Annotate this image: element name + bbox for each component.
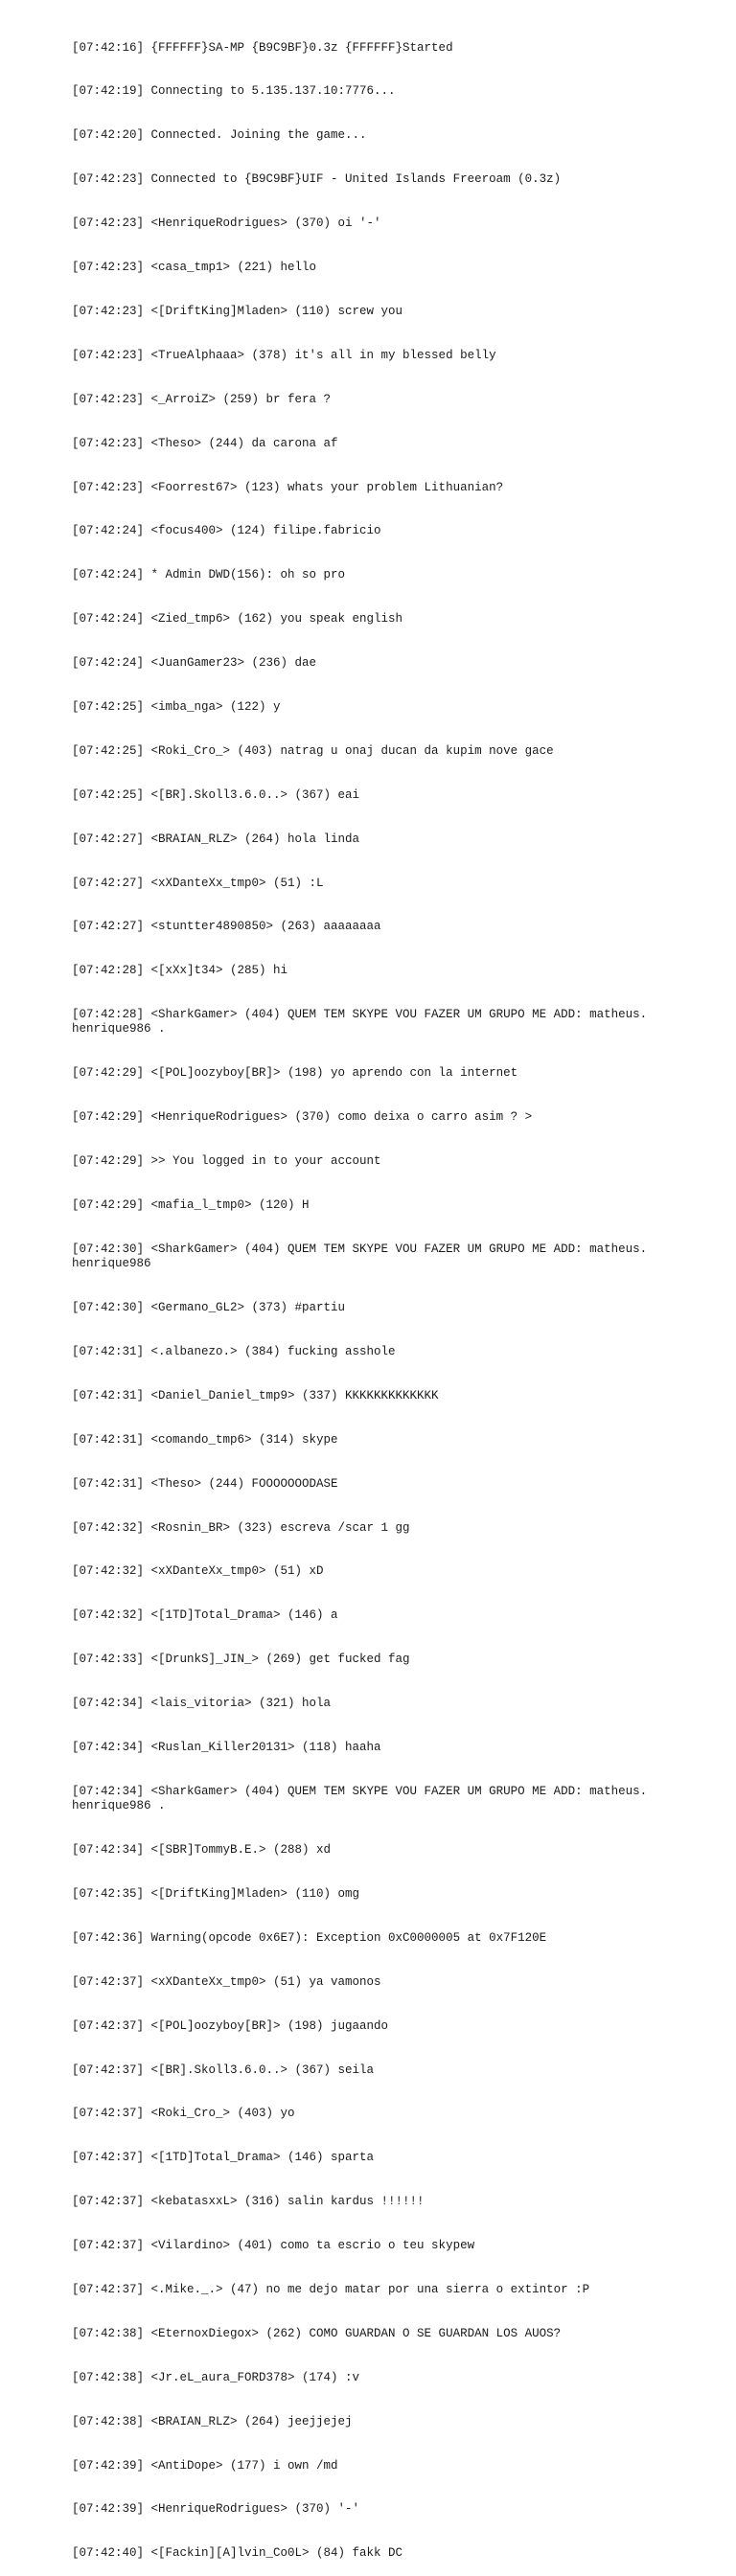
log-line: [07:42:31] <comando_tmp6> (314) skype [72, 1432, 338, 1447]
log-line: [07:42:32] <Rosnin_BR> (323) escreva /scar 1 gg [72, 1520, 410, 1535]
log-line: [07:42:30] <SharkGamer> (404) QUEM TEM SKYPE VOU FAZER UM GRUPO ME ADD: matheus. henrique986 [72, 1242, 648, 1271]
log-line: [07:42:27] <xXDanteXx_tmp0> (51) :L [72, 876, 324, 890]
log-line: [07:42:34] <SharkGamer> (404) QUEM TEM SKYPE VOU FAZER UM GRUPO ME ADD: matheus. henrique986 . [72, 1784, 648, 1813]
log-line: [07:42:38] <Jr.eL_aura_FORD378> (174) :v [72, 2370, 360, 2384]
log-line: [07:42:29] <[POL]oozyboy[BR]> (198) yo aprendo con la internet [72, 1066, 518, 1081]
log-line: [07:42:31] <Daniel_Daniel_tmp9> (337) KKKKKKKKKKKKK [72, 1388, 439, 1402]
log-line: [07:42:24] <Zied_tmp6> (162) you speak english [72, 612, 403, 627]
log-line: [07:42:24] * Admin DWD(156): oh so pro [72, 568, 346, 582]
log-line: [07:42:37] <Roki_Cro_> (403) yo [72, 2107, 295, 2121]
log-line: [07:42:24] <focus400> (124) filipe.fabricio [72, 524, 381, 538]
log-line: [07:42:32] <xXDanteXx_tmp0> (51) xD [72, 1564, 324, 1579]
log-line: [07:42:37] <Vilardino> (401) como ta escrio o teu skypew [72, 2239, 475, 2253]
log-line: [07:42:30] <Germano_GL2> (373) #partiu [72, 1301, 346, 1315]
log-line: [07:42:37] <.Mike._.> (47) no me dejo matar por una sierra o extintor :P [72, 2283, 590, 2297]
log-line: [07:42:38] <BRAIAN_RLZ> (264) jeejjejej [72, 2414, 353, 2428]
log-line: [07:42:19] Connecting to 5.135.137.10:7776... [72, 84, 396, 99]
log-line: [07:42:40] <[Fackin][A]lvin_Co0L> (84) fakk DC [72, 2546, 403, 2561]
log-line: [07:42:25] <imba_nga> (122) y [72, 699, 281, 714]
log-line: [07:42:28] <[xXx]t34> (285) hi [72, 964, 288, 978]
log-line: [07:42:23] <Foorrest67> (123) whats your problem Lithuanian? [72, 480, 504, 494]
chatlog-text [72, 11, 724, 2576]
log-line: [07:42:31] <.albanezo.> (384) fucking asshole [72, 1345, 396, 1359]
log-line: [07:42:34] <lais_vitoria> (321) hola [72, 1697, 332, 1711]
log-line: [07:42:23] <casa_tmp1> (221) hello [72, 261, 317, 275]
log-line: [07:42:34] <Ruslan_Killer20131> (118) haaha [72, 1741, 381, 1755]
log-line: [07:42:37] <kebatasxxL> (316) salin kardus !!!!!! [72, 2195, 425, 2209]
log-line: [07:42:39] <HenriqueRodrigues> (370) '-' [72, 2502, 360, 2517]
log-line: [07:42:23] <[DriftKing]Mladen> (110) screw you [72, 304, 403, 318]
log-line: [07:42:35] <[DriftKing]Mladen> (110) omg [72, 1887, 360, 1901]
log-line: [07:42:29] <HenriqueRodrigues> (370) como deixa o carro asim ? > [72, 1110, 533, 1125]
log-line: [07:42:25] <Roki_Cro_> (403) natrag u onaj ducan da kupim nove gace [72, 743, 554, 758]
log-line: [07:42:24] <JuanGamer23> (236) dae [72, 656, 317, 671]
log-line: [07:42:34] <[SBR]TommyB.E.> (288) xd [72, 1843, 332, 1858]
log-line: [07:42:39] <AntiDope> (177) i own /md [72, 2458, 338, 2473]
log-line: [07:42:23] Connected to {B9C9BF}UIF - United Islands Freeroam (0.3z) [72, 172, 562, 187]
log-line: [07:42:38] <EternoxDiegox> (262) COMO GUARDAN O SE GUARDAN LOS AUOS? [72, 2326, 562, 2340]
log-line: [07:42:28] <SharkGamer> (404) QUEM TEM SKYPE VOU FAZER UM GRUPO ME ADD: matheus. henrique986 . [72, 1008, 648, 1037]
log-line: [07:42:23] <Theso> (244) da carona af [72, 436, 338, 450]
log-line: [07:42:33] <[DrunkS]_JIN_> (269) get fucked fag [72, 1653, 410, 1667]
log-line: [07:42:31] <Theso> (244) FOOOOOOODASE [72, 1476, 338, 1491]
log-line: [07:42:37] <xXDanteXx_tmp0> (51) ya vamonos [72, 1974, 381, 1989]
log-line: [07:42:36] Warning(opcode 0x6E7): Exception 0xC0000005 at 0x7F120E [72, 1930, 547, 1945]
log-line: [07:42:37] <[BR].Skoll3.6.0..> (367) seila [72, 2063, 375, 2077]
log-line: [07:42:29] >> You logged in to your account [72, 1154, 381, 1169]
log-line: [07:42:23] <_ArroiZ> (259) br fera ? [72, 392, 332, 406]
log-line: [07:42:37] <[1TD]Total_Drama> (146) sparta [72, 2151, 375, 2165]
log-line: [07:42:20] Connected. Joining the game... [72, 128, 367, 143]
log-line: [07:42:27] <stuntter4890850> (263) aaaaaaaa [72, 920, 381, 934]
log-line: [07:42:27] <BRAIAN_RLZ> (264) hola linda [72, 832, 360, 846]
log-line: [07:42:23] <HenriqueRodrigues> (370) oi '-' [72, 217, 381, 231]
log-line: [07:42:32] <[1TD]Total_Drama> (146) a [72, 1608, 338, 1623]
log-line: [07:42:37] <[POL]oozyboy[BR]> (198) jugaando [72, 2018, 389, 2033]
log-line: [07:42:25] <[BR].Skoll3.6.0..> (367) eai [72, 787, 360, 802]
log-line: [07:42:29] <mafia_l_tmp0> (120) H [72, 1198, 310, 1213]
log-line: [07:42:16] {FFFFFF}SA-MP {B9C9BF}0.3z {FFFFFF}Started [72, 40, 453, 55]
log-line: [07:42:23] <TrueAlphaaa> (378) it's all in my blessed belly [72, 348, 496, 362]
